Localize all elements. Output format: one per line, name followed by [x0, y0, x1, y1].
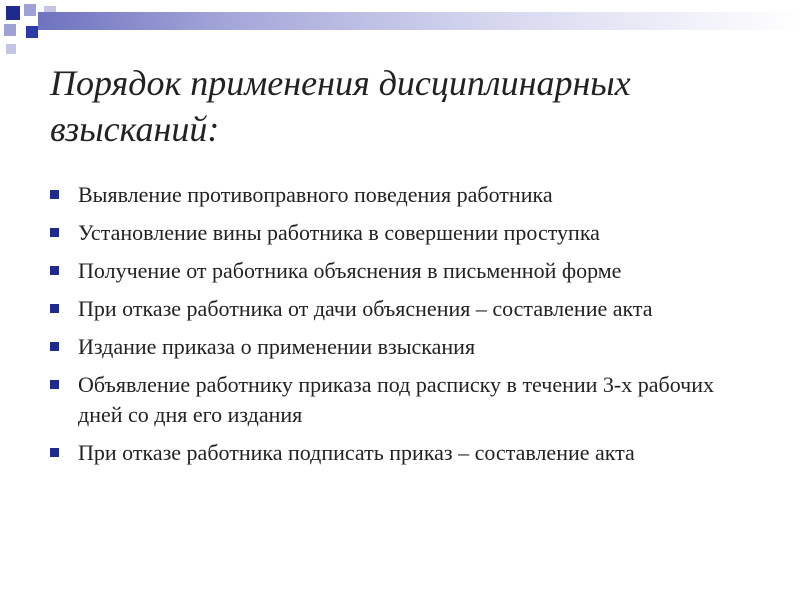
square-bullet-icon — [50, 448, 59, 457]
bullet-text: При отказе работника подписать приказ – составление акта — [78, 440, 635, 465]
bullet-item — [48, 180, 748, 210]
bullet-text: При отказе работника от дачи объяснения – составление акта — [78, 296, 653, 321]
bullet-text: Издание приказа о применении взыскания — [78, 334, 476, 359]
square-bullet-icon — [50, 228, 59, 237]
bullet-item — [48, 332, 748, 362]
corner-square-icon — [6, 6, 20, 20]
bullet-item — [48, 294, 748, 324]
corner-square-icon — [24, 4, 36, 16]
bullet-item — [48, 218, 748, 248]
bullet-text: Выявление противоправного поведения работника — [78, 182, 553, 207]
slide-title: Порядок применения дисциплинарных взысканий: — [50, 63, 631, 149]
square-bullet-icon — [50, 190, 59, 199]
header-gradient-bar — [38, 12, 800, 30]
corner-square-icon — [26, 26, 38, 38]
bullet-text: Получение от работника объяснения в письменной форме — [78, 258, 622, 283]
bullet-text: Установление вины работника в совершении проступка — [78, 220, 600, 245]
bullet-item — [48, 370, 748, 430]
bullet-item — [48, 256, 748, 286]
square-bullet-icon — [50, 342, 59, 351]
square-bullet-icon — [50, 266, 59, 275]
square-bullet-icon — [50, 380, 59, 389]
corner-square-icon — [4, 24, 16, 36]
bullet-list — [48, 180, 748, 476]
bullet-item — [48, 438, 748, 468]
bullet-text: Объявление работнику приказа под расписку в течении 3-х рабочих дней со дня его издания — [78, 372, 714, 427]
square-bullet-icon — [50, 304, 59, 313]
corner-square-icon — [6, 44, 16, 54]
